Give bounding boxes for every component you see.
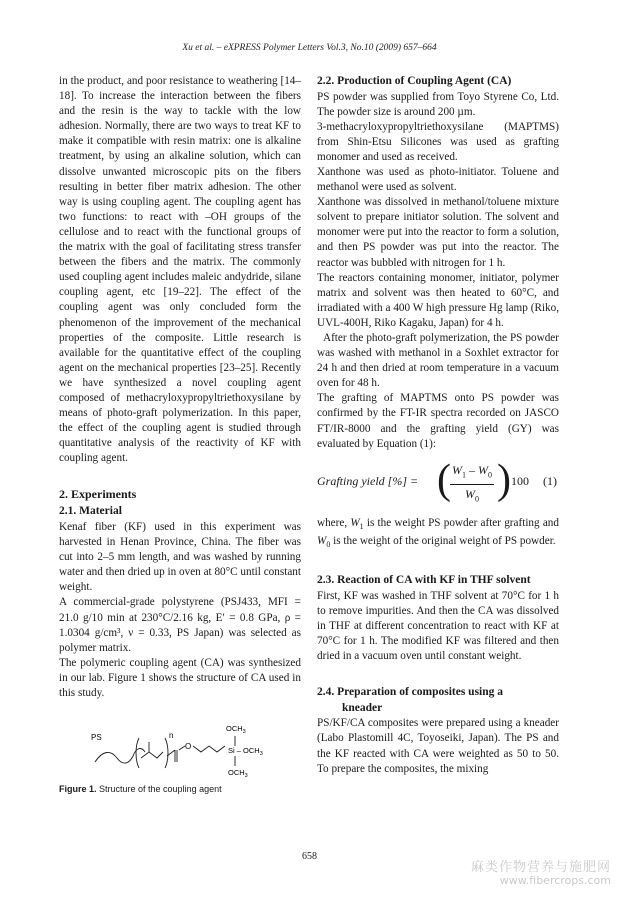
right-paren: ): [497, 456, 511, 503]
washing-paragraph: After the photo-graft polymerization, the PS powder was washed with methanol in a Soxhlet extractor for 24 h and then dried at room temperature in a vacuum oven for 48 h.: [317, 332, 559, 390]
intro-paragraph: in the product, and poor resistance to weathering [14–18]. To increase the interaction between the fibers and the resin is the way to tackle with the low adhesion. Normally, there are two ways to treat KF to make it compatible with resin matrix: one is alkaline treatment, by using an alkaline solution, which can dissolve unwanted microscopic pits on the fibers resulting in better fiber matrix adhesion. The other way is using coupling agent. The coupling agent has two functions: to react with –OH groups of the cellulose and to react with the functional groups of the matrix with the goal of facilitating stress transfer between the fibers and the matrix. The commonly used coupling agent includes maleic andydride, silane coupling agent, etc [19–22]. The effect of the coupling agent was only concluded form the phenomenon of the improvement of the mechanical properties of the composite. Little research is available for the quantitative effect of the coupling agent on the mechanical properties [23–25]. Recently we have synthesized a novel coupling agent composed of methacryloxypropyltriethoxysilane by means of photo-graft polymerization. In this paper, the effect of the coupling agent is studied through quantitative analysis of the reactivity of KF with coupling agent.: [59, 75, 301, 465]
where-paragraph: where, $W_1$ is the weight PS powder after grafting and $W_0$ is the weight of the original weight of PS powder.: [317, 516, 559, 550]
running-header: Xu et al. – eXPRESS Polymer Letters Vol.3, No.10 (2009) 657–664: [182, 43, 437, 53]
methoxy-bottom-label: $OCH_3$: [228, 768, 248, 779]
section-material-heading: 2.1. Material: [59, 505, 122, 518]
composites-paragraph: PS/KF/CA composites were prepared using a kneader (Labo Plastomill 4C, Toyoseiki, Japan). The PS and the KF reacted with CA were weighted as 50 to 50. To prepare the composites, the mixing: [317, 717, 559, 775]
reactor-paragraph: The reactors containing monomer, initiator, polymer matrix and solvent was then heated to 60°C, and irradiated with a 400 W high pressure Hg lamp (Riko, UVL-400H, Riko Kagaku, Japan) for 4 h.: [317, 271, 559, 329]
left-paren: (: [437, 456, 451, 503]
thf-paragraph: First, KF was washed in THF solvent at 70°C for 1 h to remove impurities. And then the CA was dissolved in THF at different concentration to react with KF at 70°C for 1 h. The modified KF was filtered and then dried in a vacuum oven until constant weight.: [317, 589, 559, 663]
ester-oxygen-label: O: [185, 742, 192, 751]
coupling-agent-structure: [89, 712, 279, 780]
coupling-agent-paragraph: The polymeric coupling agent (CA) was synthesized in our lab. Figure 1 shows the structure of CA used in this study.: [59, 656, 301, 699]
equation-lhs: Grafting yield [%] =: [317, 473, 419, 488]
figure-caption: Figure 1. Structure of the coupling agent: [59, 784, 222, 794]
watermark: 麻类作物营养与施肥网 www.fibercrops.com: [470, 860, 611, 887]
left-column: [59, 74, 301, 701]
fraction-denominator: $W_0$: [465, 487, 479, 504]
equation-number: (1): [543, 473, 557, 488]
equation-factor: 100: [511, 473, 529, 488]
equation-1: [317, 458, 559, 512]
ps-label: PS: [91, 733, 102, 742]
section-experiments-heading: 2. Experiments: [59, 487, 137, 502]
ps-powder-paragraph: PS powder was supplied from Toyo Styrene Co, Ltd. The powder size is around 200 µm.: [317, 90, 559, 118]
figure-1: [59, 712, 301, 794]
maptms-paragraph: 3-methacryloxypropyltriethoxysilane (MAPTMS) from Shin-Etsu Silicones was used as grafting monomer and used as received.: [317, 120, 559, 163]
repeat-n-label: n: [169, 731, 174, 740]
fraction-numerator: $W_1 - W_0$: [452, 462, 492, 480]
right-column: [317, 74, 559, 777]
section-preparation-heading: 2.4. Preparation of composites using a kneader: [317, 686, 504, 714]
initiator-paragraph: Xanthone was dissolved in methanol/toluene mixture solvent to prepare initiator solution. The solvent and monomer were put into the reactor to form a solution, and then PS powder was put into the reactor. The reactor was bubbled with nitrogen for 1 h.: [317, 196, 559, 269]
xanthone-paragraph: Xanthone was used as photo-initiator. Toluene and methanol were used as solvent.: [317, 165, 559, 194]
equation-fraction: [450, 463, 494, 507]
section-production-heading: 2.2. Production of Coupling Agent (CA): [317, 75, 512, 87]
polystyrene-paragraph: A commercial-grade polystyrene (PSJ433, MFI = 21.0 g/10 min at 230°C/2.16 kg, E′ = 0.8 GPa, ρ = 1.0304 g/cm³, ν = 0.33, PS Japan) was selected as polymer matrix.: [59, 596, 301, 654]
methoxy-top-label: $OCH_3$: [226, 724, 246, 735]
section-reaction-heading: 2.3. Reaction of CA with KF in THF solvent: [317, 574, 531, 587]
kenaf-paragraph: Kenaf fiber (KF) used in this experiment was harvested in Henan Province, China. The fiber was cut into 2–5 mm length, and was washed by running water and then dried up in oven at 80°C until constant weight.: [59, 520, 301, 594]
ftir-paragraph: The grafting of MAPTMS onto PS powder was confirmed by the FT-IR spectra recorded on JASCO FT/IR-8000 and the grafting yield (GY) was evaluated by Equation (1):: [317, 392, 559, 450]
page-number: 658: [302, 851, 317, 862]
silicon-label: Si – $OCH_3$: [228, 746, 263, 757]
